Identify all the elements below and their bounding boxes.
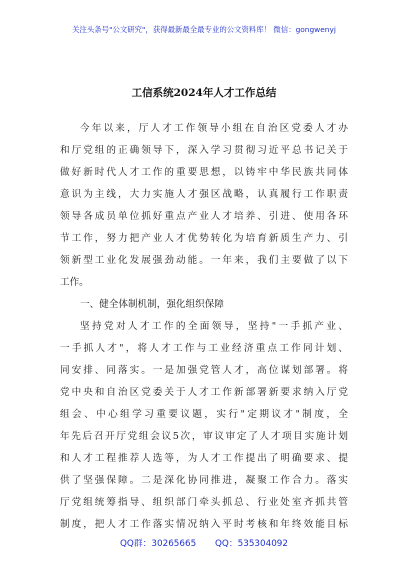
body-line: 厅党组统筹指导、组织部门牵头抓总、行业处室齐抓共管	[60, 497, 348, 508]
header-notice: 关注头条号"公文研究"，获得最新最全最专业的公文资料库！ 微信：gongwenyj	[72, 25, 336, 34]
body-line: 同安排、同落实。一是加强党管人才，高位谋划部署。将	[60, 365, 348, 376]
body-line: 党中央和自治区党委关于人才工作新部署新要求纳入厅党	[60, 387, 348, 398]
body-line: 和厅党组的正确领导下，深入学习贯彻习近平总书记关于	[60, 145, 348, 156]
body-line: 一手抓人才"，将人才工作与工业经济重点工作同计划、	[60, 343, 348, 354]
document-body	[60, 118, 348, 536]
body-line: 组会、中心组学习重要议题，实行"定期议才"制度，全	[60, 409, 348, 420]
section-heading: 一、健全体制机制，强化组织保障	[80, 299, 224, 310]
document-title: 工信系统2024年人才工作总结	[131, 87, 277, 99]
body-line: 供了坚强保障。二是深化协同推进，凝聚工作合力。落实	[60, 475, 348, 486]
footer-qq-group: QQ群：30265665	[119, 539, 197, 549]
body-line: 做好新时代人才工作的重要思想，以铸牢中华民族共同体	[60, 167, 348, 178]
body-line: 今年以来，厅人才工作领导小组在自治区党委人才办	[80, 123, 348, 134]
body-line: 领导各成员单位抓好重点产业人才培养、引进、使用各环	[60, 211, 348, 222]
footer-contact	[0, 536, 408, 549]
body-line: 制度，把人才工作落实情况纳入平时考核和年终效能目标	[60, 519, 348, 530]
body-line: 工作。	[60, 277, 89, 288]
body-line: 年先后召开厅党组会议5次，审议审定了人才项目实施计划	[60, 431, 348, 442]
body-line: 和人才工程推荐人选等，为人才工作提出了明确要求、提	[60, 453, 348, 464]
footer-qq: QQ：535304092	[214, 539, 289, 549]
body-line: 领新型工业化发展强劲动能。一年来，我们主要做了以下	[60, 255, 348, 266]
body-line: 意识为主线，大力实施人才强区战略，认真履行工作职责	[60, 189, 348, 200]
body-line: 坚持党对人才工作的全面领导，坚持"一手抓产业、	[80, 321, 348, 332]
body-line: 节工作，努力把产业人才优势转化为培育新质生产力、引	[60, 233, 348, 244]
